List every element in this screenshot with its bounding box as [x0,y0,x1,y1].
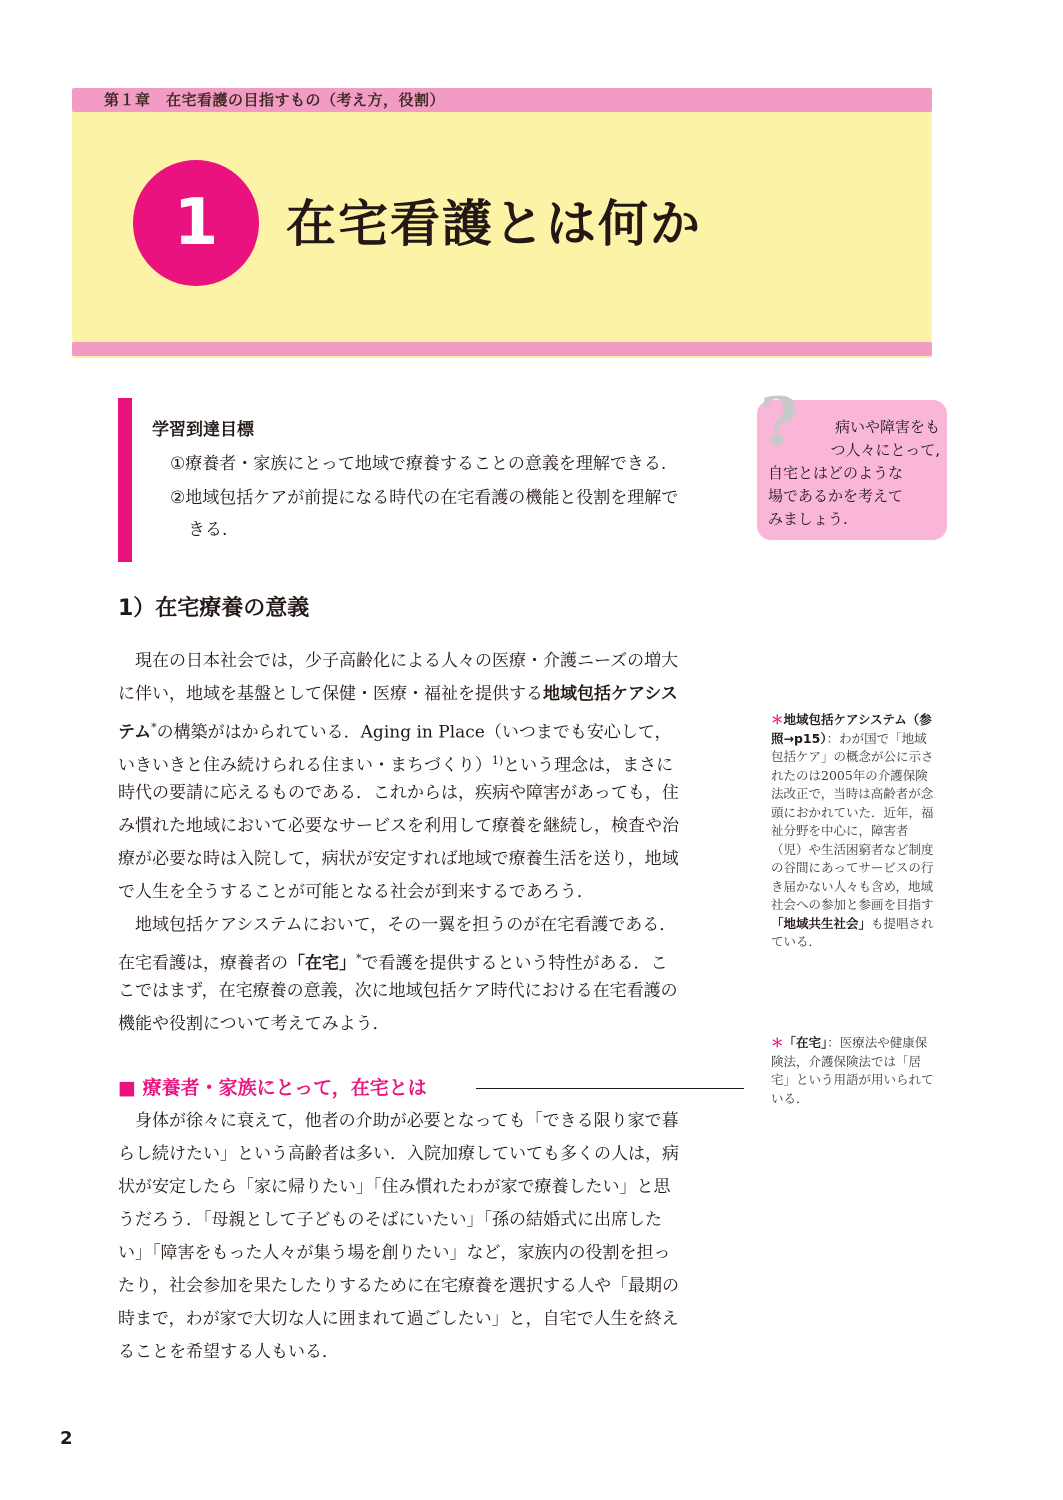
paragraph-line: 時代の要請に応えるものである．これからは，疾病や障害があっても，住 [118,783,679,803]
note-title: 地域包括ケアシステム（参照→p15） [771,712,932,746]
footnote-marker: * [151,721,157,734]
paragraph-line: 機能や役割について考えてみよう． [118,1014,390,1034]
section-heading: 1）在宅療養の意義 [118,596,310,621]
term-zaitaku: 「在宅」 [288,953,356,974]
paragraph-line: 状が安定したら「家に帰りたい」「住み慣れたわが家で療養したい」と思 [118,1177,671,1197]
paragraph-line: 現在の日本社会では，少子高齢化による人々の医療・介護ニーズの増大 [118,651,679,671]
subsection-heading: ■ 療養者・家族にとって，在宅とは [118,1077,427,1099]
page-title: 在宅看護とは何か [286,195,702,253]
page-number: 2 [60,1428,73,1449]
banner-bottom-strip [72,342,932,356]
goals-accent-bar [118,398,132,562]
text-run: の構築がはかられている．Aging in Place（いつまでも安心して， [156,722,672,743]
side-note-chiiki-houkatsu [771,711,937,952]
text-run: 在宅看護は，療養者の [118,953,288,974]
paragraph-line: たり，社会参加を果たしたりするために在宅療養を選択する人や「最期の [118,1276,679,1296]
question-line: みましょう. [768,510,848,528]
paragraph-line: 身体が徐々に衰えて，他者の介助が必要となっても「できる限り家で暮 [118,1111,679,1131]
paragraph-line: らし続けたい」という高齢者は多い．入院加療していても多くの人は，病 [118,1144,679,1164]
question-text [768,416,940,531]
question-line: 病いや障害をも [834,418,940,436]
note-body: ：医療法や健康保険法，介護保険法では「居宅」という用語が用いられている． [771,1035,934,1106]
text-run: という理念は，まさに [503,755,674,776]
text-run: いきいきと住み続けられる住まい・まちづくり） [118,755,492,776]
goal-item-1: ①療養者・家族にとって地域で療養することの意義を理解できる. [170,454,667,474]
text-run: で看護を提供するという特性がある．こ [361,953,668,974]
footnote-marker: * [356,952,362,965]
note-body: も提唱されている． [771,915,934,949]
reference-marker: 1) [491,754,504,767]
note-title: 「在宅」 [783,1035,828,1050]
paragraph-line: 時まで，わが家で大切な人に囲まれて過ごしたい」と，自宅で人生を終え [118,1309,679,1329]
note-term: 「地域共生社会」 [771,915,872,931]
text-run: に伴い，地域を基盤として保健・医療・福祉を提供する [118,684,543,704]
paragraph-line: い」「障害をもった人々が集う場を創りたい」など，家族内の役割を担っ [118,1243,671,1263]
paragraph-line: こではまず，在宅療養の意義，次に地域包括ケア時代における在宅看護の [118,981,678,1001]
question-line: つ人々にとって, [830,441,940,459]
subsection-rule [476,1088,744,1089]
goal-item-2-continued: きる. [188,520,228,540]
paragraph-line [118,678,744,711]
goal-item-2: ②地域包括ケアが前提になる時代の在宅看護の機能と役割を理解で [170,488,679,508]
question-mark-icon: ? [760,383,799,461]
paragraph-line: み慣れた地域において必要なサービスを利用して療養を継続し，検査や治 [118,816,679,836]
section-number-badge: 1 [133,160,259,286]
paragraph-line: で人生を全うすることが可能となる社会が到来するであろう． [118,882,594,902]
question-line: 場であるかを考えて [768,487,904,505]
side-note-zaitaku [771,1034,937,1108]
chapter-label: 第１章 在宅看護の目指すもの（考え方，役割） [104,91,446,109]
note-body: ：わが国で「地域包括ケア」の概念が公に示されたのは2005年の介護保険法改正で，当時は高齢者が念頭におかれていた．近年，福祉分野を中心に，障害者（児）や生活困窮者など制度の谷間にあってサービスの行き届かない人々も含め，地域社会への参加と参画を目指す [771,730,934,912]
question-line: 自宅とはどのような [768,464,904,482]
paragraph-line: 療が必要な時は入院して，病状が安定すれば地域で療養生活を送り，地域 [118,849,679,869]
note-star-icon: ＊ [771,712,784,727]
note-star-icon: ＊ [771,1035,784,1050]
goals-title: 学習到達目標 [152,420,254,440]
paragraph-line: うだろう．「母親として子どものそばにいたい」「孫の結婚式に出席した [118,1210,662,1230]
term-chiiki-houkatsu-end: テム [118,722,152,743]
paragraph-line: ることを希望する人もいる． [118,1342,339,1362]
paragraph-line: 地域包括ケアシステムにおいて，その一翼を担うのが在宅看護である． [118,915,677,935]
term-chiiki-houkatsu: 地域包括ケアシス [543,684,678,704]
